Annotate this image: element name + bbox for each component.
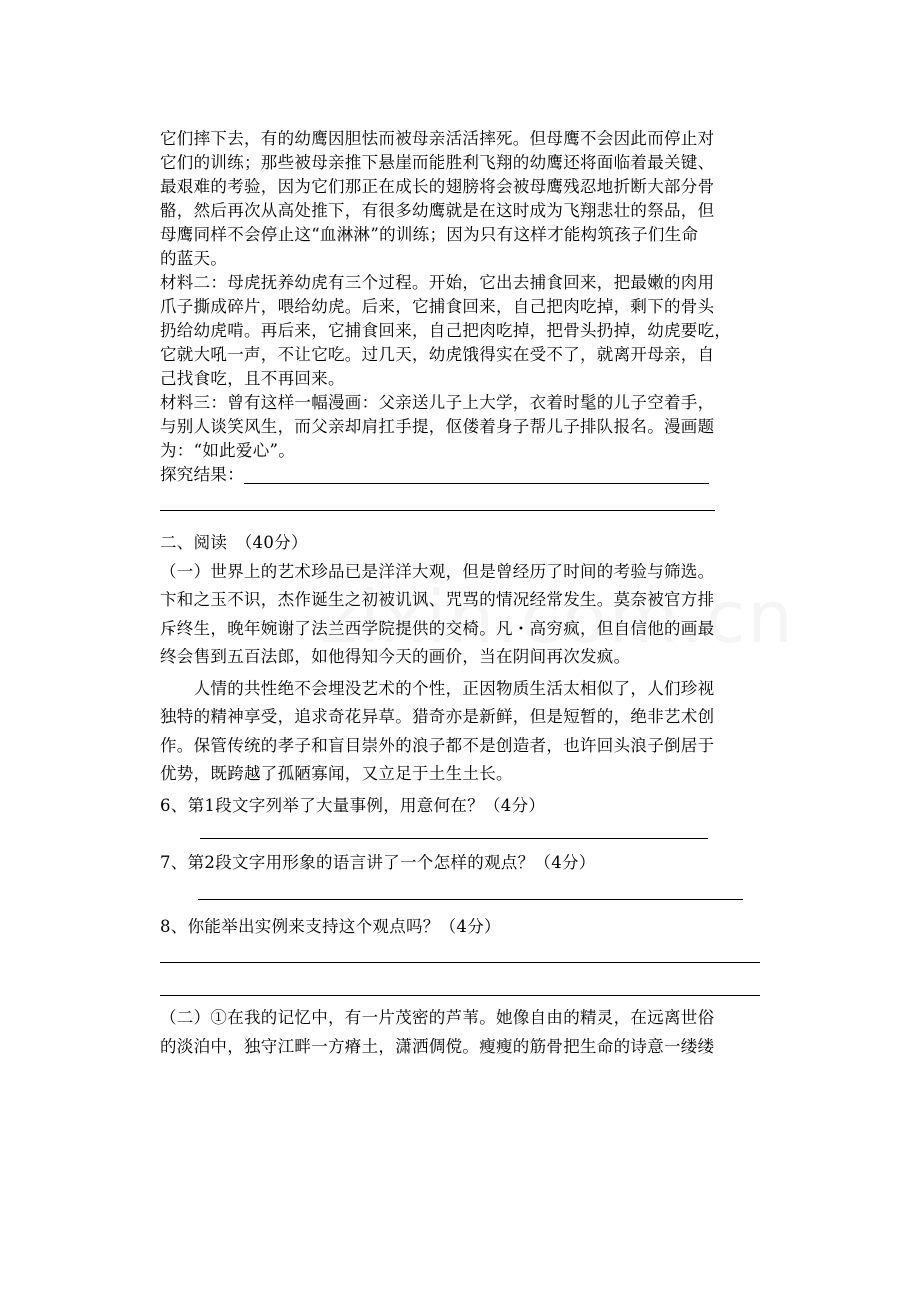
text-line: 的蓝天。 [160, 249, 228, 268]
passage2 [160, 1004, 765, 1061]
text-line: 人情的共性绝不会埋没艺术的个性，正因物质生活太相似了，人们珍视 [160, 678, 715, 698]
text-line: 骼，然后再次从高处推下，有很多幼鹰就是在这时成为飞翔悲壮的祭品，但 [160, 201, 715, 220]
material3 [160, 391, 765, 463]
text-line: 卞和之玉不识，杰作诞生之初被讥讽、咒骂的情况经常发生。莫奈被官方排 [160, 590, 715, 609]
explore-answer-line[interactable] [244, 483, 709, 484]
text-line: 母鹰同样不会停止这“血淋淋”的训练；因为只有这样才能构筑孩子们生命 [160, 225, 699, 244]
text-line: 终会售到五百法郎，如他得知今天的画价，当在阴间再次发疯。 [160, 647, 631, 666]
text-line: （二）①在我的记忆中，有一片茂密的芦苇。她像自由的精灵，在远离世俗 [160, 1008, 715, 1027]
material2 [160, 271, 765, 391]
text-line: 它们的训练；那些被母亲推下悬崖而能胜利飞翔的幼鹰还将面临着最关键、 [160, 153, 715, 172]
text-line: 的淡泊中，独守江畔一方瘠土，潇洒倜傥。瘦瘦的筋骨把生命的诗意一缕缕 [160, 1036, 715, 1056]
question-6: 6、第1段文字列举了大量事例，用意何在？（4分） [160, 795, 546, 815]
q8-answer-line-2[interactable] [160, 995, 760, 996]
text-line: 材料二：母虎抚养幼虎有三个过程。开始，它出去捕食回来，把最嫩的肉用 [160, 273, 715, 292]
text-line: 扔给幼虎啃。再后来，它捕食回来，自己把肉吃掉，把骨头扔掉，幼虎要吃， [160, 321, 732, 340]
document-page [160, 127, 765, 1061]
explore-result-label: 探究结果： [160, 465, 244, 484]
explore-result-row [160, 463, 765, 487]
text-line: 斥终生，晚年婉谢了法兰西学院提供的交椅。凡・高穷疯，但自信他的画最 [160, 618, 715, 638]
text-line: 爪子撕成碎片，喂给幼虎。后来，它捕食回来，自己把肉吃掉，剩下的骨头 [160, 297, 715, 316]
text-line: 己找食吃，且不再回来。 [160, 369, 345, 388]
text-line: 独特的精神享受，追求奇花异草。猎奇亦是新鲜，但是短暂的，绝非艺术创 [160, 707, 715, 726]
passage1 [160, 558, 765, 789]
text-line: 优势，既跨越了孤陋寡闻，又立足于土生土长。 [160, 764, 513, 783]
text-line: 与别人谈笑风生，而父亲却肩扛手提，伛偻着身子帮儿子排队报名。漫画题 [160, 417, 715, 436]
text-line: 作。保管传统的孝子和盲目崇外的浪子都不是创造者，也许回头浪子倒居于 [160, 735, 715, 755]
material1-tail [160, 127, 765, 271]
text-line: 它们摔下去，有的幼鹰因胆怯而被母亲活活摔死。但母鹰不会因此而停止对 [160, 129, 715, 148]
text-line: 材料三：曾有这样一幅漫画：父亲送儿子上大学，衣着时髦的儿子空着手， [160, 393, 715, 412]
q7-answer-line[interactable] [198, 899, 743, 900]
question-8: 8、你能举出实例来支持这个观点吗？（4分） [160, 916, 501, 936]
text-line: 最艰难的考验，因为它们那正在成长的翅膀将会被母鹰残忍地折断大部分骨 [160, 177, 715, 196]
q6-answer-line[interactable] [200, 838, 708, 839]
text-line: 为：“如此爱心”。 [160, 441, 296, 460]
question-7: 7、第2段文字用形象的语言讲了一个怎样的观点？（4分） [160, 853, 596, 872]
text-line: 它就大吼一声，不让它吃。过几天，幼虎饿得实在受不了，就离开母亲，自 [160, 345, 715, 364]
section2-heading: 二、阅读 （40分） [160, 533, 308, 552]
text-line: （一）世界上的艺术珍品已是洋洋大观，但是曾经历了时间的考验与筛选。 [160, 561, 715, 581]
q8-answer-line-1[interactable] [160, 962, 760, 963]
